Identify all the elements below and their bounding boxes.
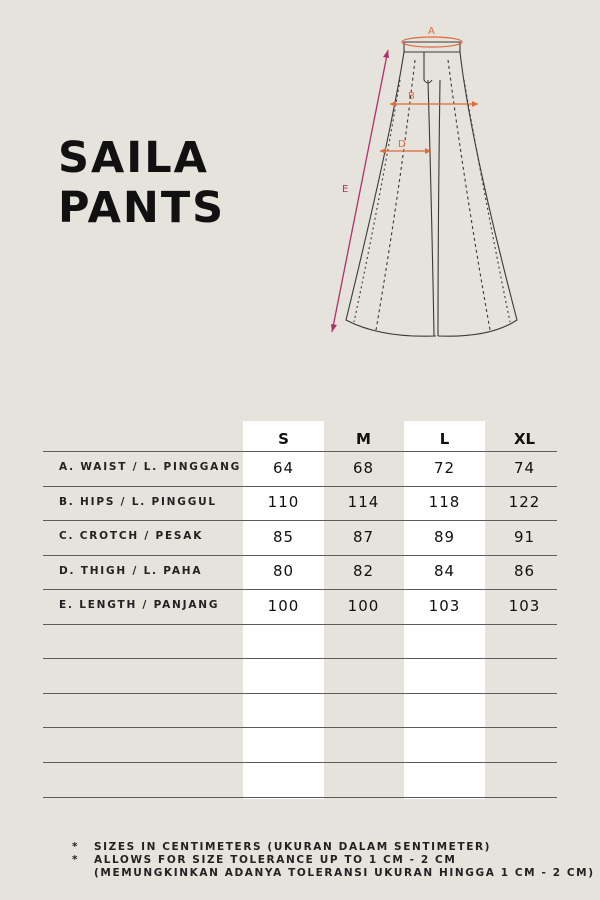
cell-hips-m: 114 — [347, 493, 380, 511]
cell-waist-l: 72 — [433, 459, 456, 477]
label-d: D — [398, 139, 406, 150]
size-header-s: S — [278, 430, 289, 448]
cell-crotch-s: 85 — [272, 528, 295, 546]
cell-length-l: 103 — [428, 597, 461, 615]
note-centimeters — [72, 841, 595, 854]
row-label-length: E. LENGTH / PANJANG — [59, 599, 220, 611]
row-label-thigh: D. THIGH / L. PAHA — [59, 565, 203, 577]
rule — [43, 658, 557, 659]
cell-thigh-xl: 86 — [513, 562, 536, 580]
rule — [43, 624, 557, 625]
pants-diagram — [320, 20, 540, 350]
cell-thigh-l: 84 — [433, 562, 456, 580]
rule — [43, 589, 557, 590]
label-e: E — [342, 184, 349, 195]
cell-hips-xl: 122 — [508, 493, 541, 511]
size-header-l: L — [439, 430, 450, 448]
rule — [43, 693, 557, 694]
note-text: ALLOWS FOR SIZE TOLERANCE UP TO 1 CM - 2 CM — [94, 854, 457, 866]
title-line-2: PANTS — [58, 183, 226, 233]
cell-crotch-m: 87 — [352, 528, 375, 546]
cell-waist-xl: 74 — [513, 459, 536, 477]
title-line-1: SAILA — [58, 133, 209, 183]
note-tolerance — [72, 854, 595, 867]
rule — [43, 486, 557, 487]
cell-thigh-m: 82 — [352, 562, 375, 580]
rule — [43, 555, 557, 556]
size-header-xl: XL — [513, 430, 536, 448]
cell-crotch-l: 89 — [433, 528, 456, 546]
cell-length-xl: 103 — [508, 597, 541, 615]
cell-thigh-s: 80 — [272, 562, 295, 580]
cell-length-m: 100 — [347, 597, 380, 615]
cell-hips-s: 110 — [267, 493, 300, 511]
cell-waist-s: 64 — [272, 459, 295, 477]
rule — [43, 451, 557, 452]
footnotes — [72, 841, 595, 880]
rule — [43, 797, 557, 798]
cell-hips-l: 118 — [428, 493, 461, 511]
size-chart-table — [43, 421, 557, 799]
row-label-hips: B. HIPS / L. PINGGUL — [59, 496, 217, 508]
size-header-m: M — [356, 430, 371, 448]
rule — [43, 520, 557, 521]
label-b: B — [408, 91, 415, 102]
row-label-waist: A. WAIST / L. PINGGANG — [59, 461, 242, 473]
cell-crotch-xl: 91 — [513, 528, 536, 546]
rule — [43, 727, 557, 728]
product-title — [58, 133, 225, 233]
note-text: SIZES IN CENTIMETERS (UKURAN DALAM SENTIMETER) — [94, 841, 492, 853]
cell-waist-m: 68 — [352, 459, 375, 477]
rule — [43, 762, 557, 763]
label-a: A — [428, 26, 435, 37]
note-bullet: * — [72, 841, 80, 853]
row-label-crotch: C. CROTCH / PESAK — [59, 530, 204, 542]
cell-length-s: 100 — [267, 597, 300, 615]
note-bullet: * — [72, 854, 80, 866]
note-tolerance-translation: (MEMUNGKINKAN ADANYA TOLERANSI UKURAN HINGGA 1 CM - 2 CM) — [94, 867, 595, 879]
